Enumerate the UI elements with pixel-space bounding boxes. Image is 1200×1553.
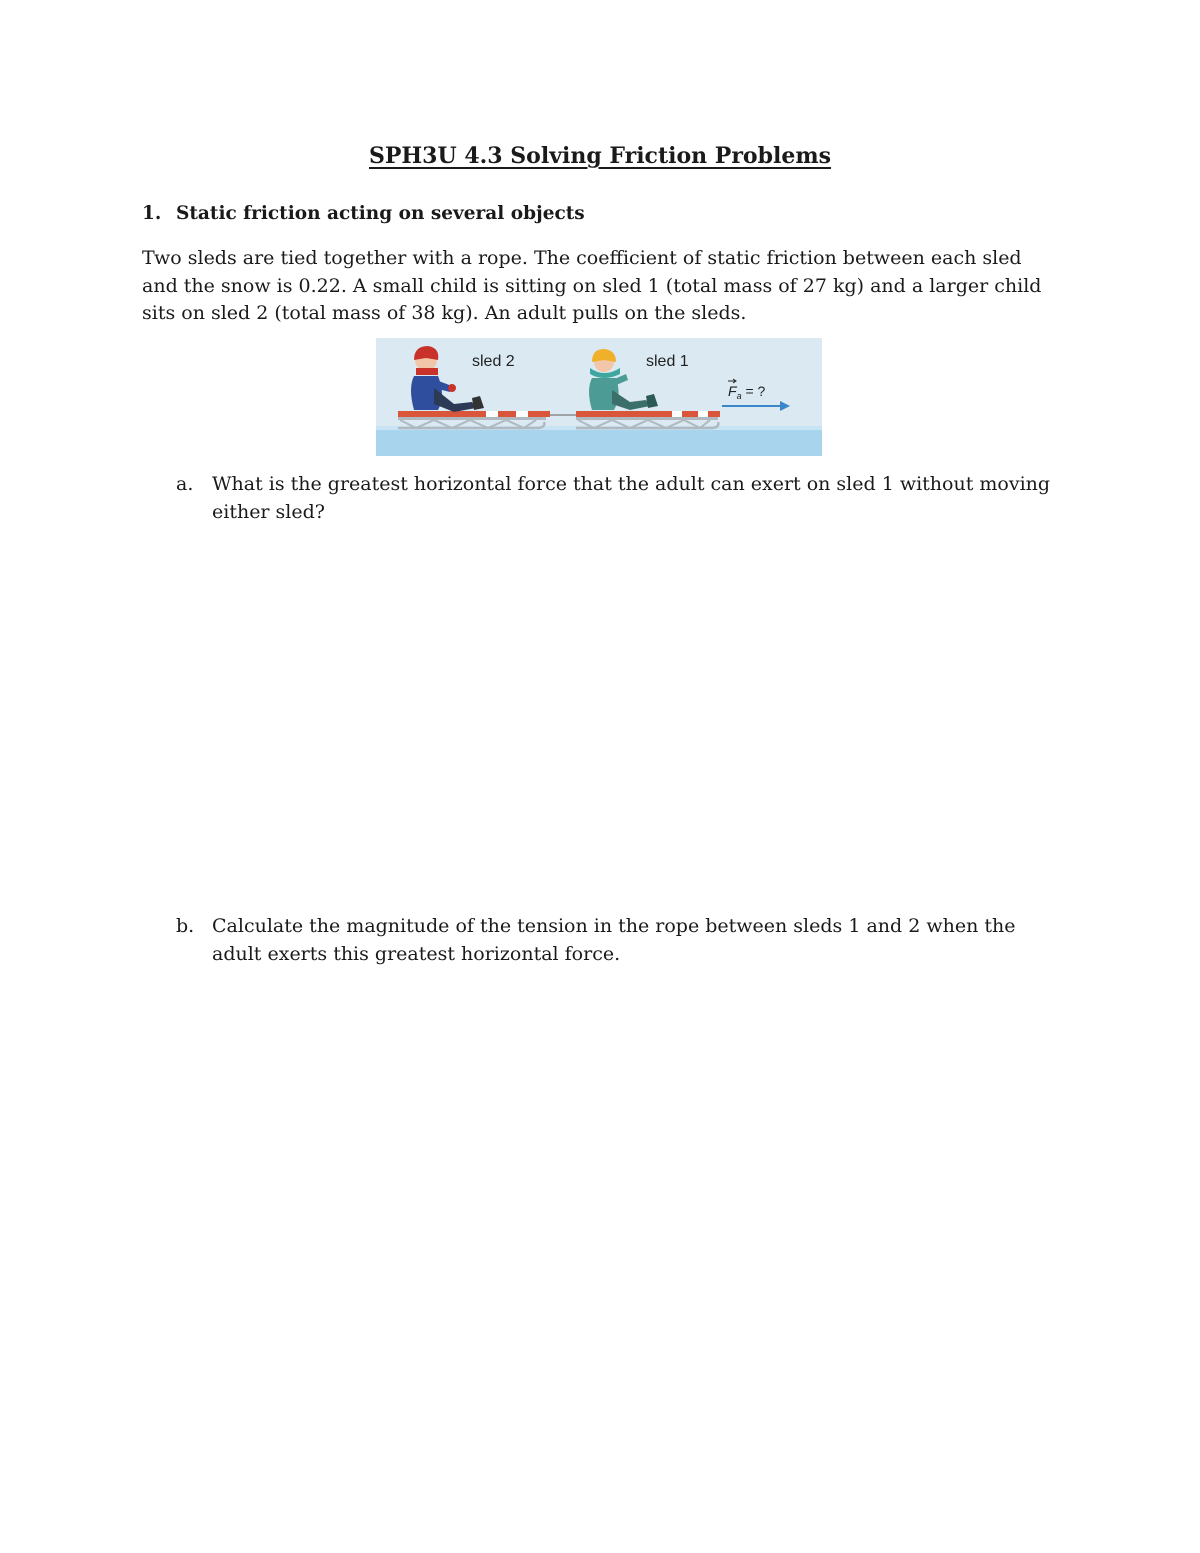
problem-text: Two sleds are tied together with a rope. The coefficient of static friction between each sled and the snow is 0.22. A small child is sitting on sled 1 (total mass of 27 kg) and a larger child sits on sled 2 (total mass of 38 kg). An adult pulls on the sleds. [142,247,1042,324]
section-heading [142,203,585,224]
question-a-label: a. [176,473,194,495]
page-title: SPH3U 4.3 Solving Friction Problems [368,143,832,169]
snow-ground [376,428,822,456]
force-label: $F_a$ = ? [728,383,766,401]
question-b-text: Calculate the magnitude of the tension in the rope between sleds 1 and 2 when the adult exerts this greatest horizontal force. [212,915,1016,965]
question-a [176,471,1056,526]
sled-2-label: sled 2 [472,353,515,370]
sled-figure [376,338,822,456]
question-a-text: What is the greatest horizontal force that the adult can exert on sled 1 without moving either sled? [212,473,1051,523]
question-b-label: b. [176,915,195,937]
question-b [176,913,1056,968]
section-heading-text: Static friction acting on several objects [176,203,585,224]
sled-1-label: sled 1 [646,353,689,370]
section-number: 1. [142,203,162,224]
